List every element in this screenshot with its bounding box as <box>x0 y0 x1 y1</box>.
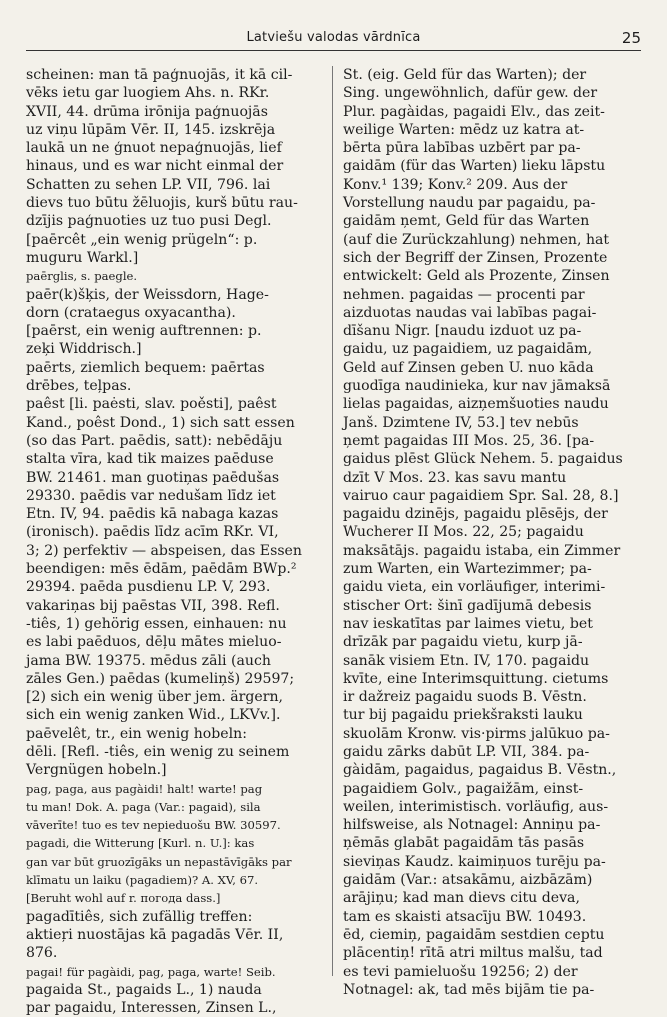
text-line: skuolām Kronw. vis·pirms jalūkuo pa- <box>343 725 610 742</box>
text-line: gaidus plēst Glück Nehem. 5. pagaidus <box>343 451 623 468</box>
text-line: vāverīte! tuo es tev nepieduošu BW. 30597. <box>26 818 281 833</box>
text-line: dzījis paģnuoties uz tuo pusi Degl. <box>26 213 272 230</box>
text-line: vakariņas bij paēstas VII, 398. Refl. <box>26 597 280 614</box>
text-line: St. (eig. Geld für das Warten); der <box>343 67 587 83</box>
text-line: dīšanu Nigr. [naudu izduot uz pa- <box>343 323 582 340</box>
right-column <box>343 66 643 998</box>
text-line: zeķi Widdrisch.] <box>26 341 142 358</box>
text-line: Etn. IV, 94. paēdis kā nabaga kazas <box>26 506 279 523</box>
text-line: scheinen: man tā paģnuojās, it kā cil- <box>26 67 293 83</box>
text-line: sieviņas Kaudz. kaimiņuos turēju pa- <box>343 853 606 870</box>
text-line: gan var būt gruozīgāks un nepastāvīgāks par <box>26 854 292 869</box>
text-line: ņemt pagaidas III Mos. 25, 36. [pa- <box>343 432 595 449</box>
text-line: (auf die Zurückzahlung) nehmen, hat <box>343 231 610 248</box>
text-line: stischer Ort: šinī gadījumā debesis <box>343 597 592 614</box>
text-line: [paērcêt „ein wenig prügeln“: p. <box>26 231 258 248</box>
text-line: paērglis, s. paegle. <box>26 269 138 284</box>
text-line: dievs tuo būtu žēluojis, kurš būtu rau- <box>26 195 298 212</box>
text-line: Sing. ungewöhnlich, dafür gew. der <box>343 85 598 102</box>
text-line: Wucherer II Mos. 22, 25; pagaidu <box>343 524 584 541</box>
text-line: stalta vīra, kad tik maizes paēduse <box>26 451 274 468</box>
text-line: vairuo caur pagaidiem Spr. Sal. 28, 8.] <box>343 487 619 504</box>
text-line: gaidu vieta, ein vorläufiger, interimi- <box>343 579 606 596</box>
text-line: [2) sich ein wenig über jem. ärgern, <box>26 689 284 706</box>
text-line: Vorstellung naudu par pagaidu, pa- <box>343 195 596 212</box>
text-line: ir dažreiz pagaidu suods B. Vēstn. <box>343 689 587 706</box>
running-title: Latviešu valodas vārdnīca <box>246 30 421 45</box>
text-line: aktieŗi nuostājas kā pagadās Vēr. II, <box>26 926 284 943</box>
text-line: pagadītiês, sich zufällig treffen: <box>26 908 253 925</box>
text-line: (so das Part. paēdis, satt): nebēdāju <box>26 432 283 449</box>
text-line: drēbes, teļpas. <box>26 378 132 395</box>
text-line: ņēmās glabāt pagaidām tās pasās <box>343 835 585 852</box>
text-line: sich ein wenig zanken Wid., LKVv.]. <box>26 707 281 724</box>
text-line: maksātājs. pagaidu istaba, ein Zimmer <box>343 542 621 559</box>
text-line: paêst [li. paėsti, slav. poěsti], paêst <box>26 396 277 413</box>
text-line: pag, paga, aus pagàidi! halt! warte! pag <box>26 781 263 796</box>
text-line: 3; 2) perfektiv — abspeisen, das Essen <box>26 542 302 559</box>
text-line: gaidām (für das Warten) lieku lāpstu <box>343 158 606 175</box>
text-line: zum Warten, ein Wartezimmer; pa- <box>343 561 592 578</box>
text-line: gaidām (Var.: atsakāmu, aizbāzām) <box>343 872 593 889</box>
page-header <box>26 28 641 51</box>
text-line: tu man! Dok. A. paga (Var.: pagaid), sila <box>26 799 261 814</box>
text-line: Kand., poêst Dond., 1) sich satt essen <box>26 414 295 431</box>
text-line: bērta pūra labības uzbērt par pa- <box>343 140 581 157</box>
text-line: gaidām ņemt, Geld für das Warten <box>343 213 590 230</box>
text-line: (ironisch). paēdis līdz acīm RKr. VI, <box>26 524 279 541</box>
text-line: pagaida St., pagaids L., 1) nauda <box>26 981 262 998</box>
text-line: dzīt V Mos. 23. kas savu mantu <box>343 469 567 486</box>
text-line: BW. 21461. man guotiņas paēdušas <box>26 469 280 486</box>
text-line: paēvelêt, tr., ein wenig hobeln: <box>26 725 247 742</box>
text-line: sanāk visiem Etn. IV, 170. pagaidu <box>343 652 590 669</box>
text-line: paērts, ziemlich bequem: paērtas <box>26 359 265 376</box>
text-line: uz viņu lūpām Vēr. II, 145. izskrēja <box>26 121 276 138</box>
text-line: XVII, 44. drūma irōnija paģnuojās <box>26 103 268 120</box>
text-line: gaidu zārks dabūt LP. VII, 384. pa- <box>343 743 590 760</box>
text-line: Vergnügen hobeln.] <box>26 762 167 779</box>
text-line: [Beruht wohl auf r. погода dass.] <box>26 891 221 906</box>
text-line: arājiņu; kad man dievs citu deva, <box>343 890 580 907</box>
text-line: hilfsweise, als Notnagel: Anniņu pa- <box>343 817 601 834</box>
text-line: kvīte, eine Interimsquittung. cietums <box>343 670 609 687</box>
text-line: muguru Warkl.] <box>26 249 139 266</box>
column-divider <box>332 66 333 976</box>
text-line: Plur. pagàidas, pagaidi Elv., das zeit- <box>343 103 605 120</box>
text-line: Notnagel: ak, tad mēs bijām tie pa- <box>343 981 595 998</box>
text-line: 29394. paēda pusdienu LP. V, 293. <box>26 579 271 596</box>
text-line: pagadi, die Witterung [Kurl. n. U.]: kas <box>26 836 255 851</box>
text-line: -tiês, 1) gehörig essen, einhauen: nu <box>26 615 287 632</box>
text-line: hinaus, und es war nicht einmal der <box>26 158 284 175</box>
text-line: Janš. Dzimtene IV, 53.] tev nebūs <box>343 414 579 431</box>
left-column <box>26 66 326 1017</box>
text-line: pagai! für pagàidi, pag, paga, warte! Seib. <box>26 964 276 979</box>
text-line: gàidām, pagaidus, pagaidus B. Vēstn., <box>343 762 617 779</box>
text-line: klīmatu un laiku (pagadiem)? A. XV, 67. <box>26 873 259 888</box>
text-line: dorn (crataegus oxyacantha). <box>26 304 236 321</box>
text-line: tur bij pagaidu priekšraksti lauku <box>343 707 583 724</box>
text-line: es tevi pamieluošu 19256; 2) der <box>343 963 578 980</box>
text-line: jama BW. 19375. mēdus zāli (auch <box>26 652 271 669</box>
text-line: tam es skaisti atsacīju BW. 10493. <box>343 908 587 925</box>
text-line: ēd, ciemiņ, pagaidām sestdien ceptu <box>343 926 605 943</box>
text-line: paēr(k)šķis, der Weissdorn, Hage- <box>26 286 269 303</box>
text-line: zāles Gen.) paēdas (kumeliņš) 29597; <box>26 670 295 687</box>
text-line: Geld auf Zinsen geben U. nuo kāda <box>343 359 594 376</box>
text-line: beendigen: mēs ēdām, paēdām BWp.² <box>26 561 297 578</box>
text-line: entwickelt: Geld als Prozente, Zinsen <box>343 268 610 285</box>
text-line: weilen, interimistisch. vorläufig, aus- <box>343 798 609 815</box>
text-line: es labi paēduos, dēļu mātes mieluo- <box>26 634 282 651</box>
text-line: sich der Begriff der Zinsen, Prozente <box>343 249 608 266</box>
text-line: nehmen. pagaidas — procenti par <box>343 286 585 303</box>
text-line: par pagaidu, Interessen, Zinsen L., <box>26 1000 277 1017</box>
text-line: aizduotas naudas vai labības pagai- <box>343 304 597 321</box>
text-line: 29330. paēdis var nedušam līdz iet <box>26 487 276 504</box>
text-line: Schatten zu sehen LP. VII, 796. lai <box>26 176 271 193</box>
text-line: 876. <box>26 945 58 962</box>
text-line: laukā un ne ģnuot nepaģnuojās, lief <box>26 140 282 157</box>
text-line: nav ieskatītas par laimes vietu, bet <box>343 615 593 632</box>
text-line: pagaidiem Golv., pagaižām, einst- <box>343 780 584 797</box>
text-line: Konv.¹ 139; Konv.² 209. Aus der <box>343 176 568 193</box>
text-line: vēks ietu gar luogiem Ahs. n. RKr. <box>26 85 270 102</box>
page-number: 25 <box>621 29 641 47</box>
text-line: drīzāk par pagaidu vietu, kurp jā- <box>343 634 583 651</box>
text-line: [paērst, ein wenig auftrennen: p. <box>26 323 262 340</box>
text-line: lielas pagaidas, aizņemšuoties naudu <box>343 396 609 413</box>
text-line: gaidu, uz pagaidiem, uz pagaidām, <box>343 341 593 358</box>
text-line: weilige Warten: mēdz uz katra at- <box>343 121 585 138</box>
text-line: guodīga naudinieka, kur nav jāmaksā <box>343 378 611 395</box>
text-line: dēli. [Refl. -tiês, ein wenig zu seinem <box>26 743 290 760</box>
text-line: plācentiņ! rītā atri miltus malšu, tad <box>343 945 603 962</box>
text-line: pagaidu dzinējs, pagaidu plēsējs, der <box>343 506 608 523</box>
